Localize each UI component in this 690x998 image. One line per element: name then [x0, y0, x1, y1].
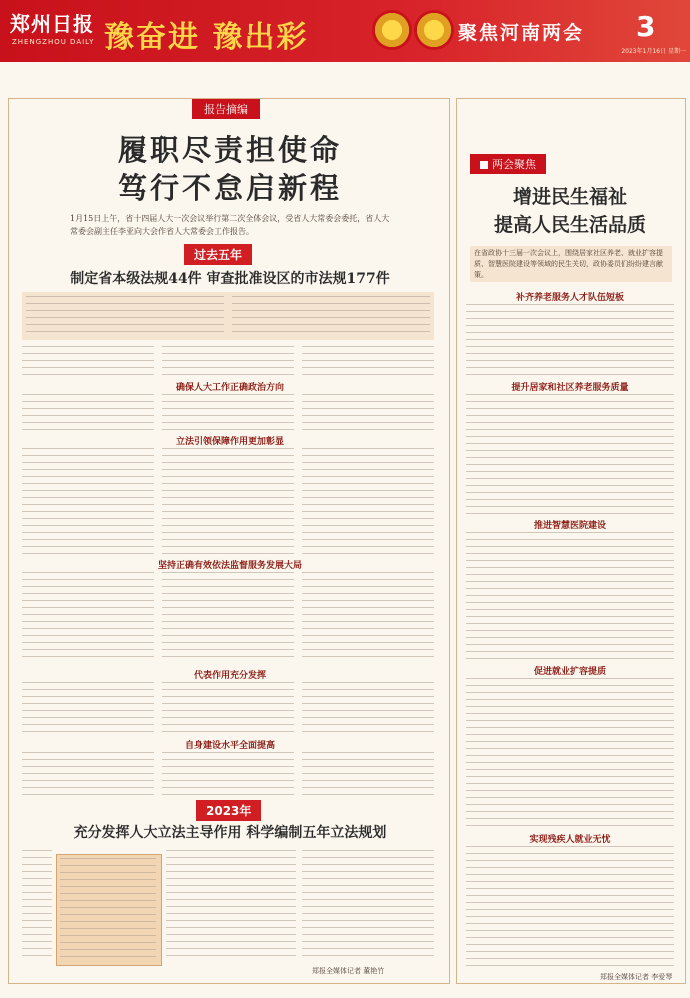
section-tag-past-five-years: 过去五年 [184, 244, 252, 265]
newspaper-logo: 郑州日报 [10, 12, 94, 36]
body-text [22, 346, 154, 376]
right-subheading-1: 补齐养老服务人才队伍短板 [515, 293, 624, 303]
lead-paragraph: 1月15日上午，省十四届人大一次会议举行第二次全体会议，受省人大常委会委托，省人大常委会副主任李亚向大会作省人大常委会工作报告。 [70, 214, 390, 236]
right-subheading-5: 实现残疾人就业无忧 [529, 835, 611, 845]
headline-line-2: 笃行不怠启新程 [117, 171, 342, 205]
highlight-text [60, 858, 156, 960]
subheading-5: 自身建设水平全面提高 [184, 741, 275, 751]
section-title-2023: 充分发挥人大立法主导作用 科学编制五年立法规划 [73, 825, 387, 841]
square-bullet-icon [480, 161, 488, 169]
body-text [302, 394, 434, 434]
summary-text [26, 296, 224, 338]
body-text [466, 678, 674, 828]
section-title-past-five-years: 制定省本级法规44件 审查批准设区的市法规177件 [70, 271, 390, 287]
subheading-3: 坚持正确有效依法监督服务发展大局 [157, 561, 302, 571]
body-text [302, 448, 434, 556]
masthead-slogan: 豫奋进 豫出彩 [104, 20, 309, 55]
subheading-1: 确保人大工作正确政治方向 [175, 383, 284, 393]
body-text [22, 572, 154, 662]
body-text [302, 572, 434, 662]
right-subheading-4: 促进就业扩容提质 [533, 667, 606, 677]
byline: 郑报全媒体记者 董艳竹 [312, 967, 385, 975]
body-text [302, 682, 434, 734]
body-text [162, 394, 294, 434]
subheading-4: 代表作用充分发挥 [193, 671, 266, 681]
masthead [0, 0, 690, 62]
body-text [162, 448, 294, 556]
body-text [22, 448, 154, 556]
focus-tag-label: 两会聚焦 [492, 158, 536, 171]
body-text [466, 846, 674, 968]
body-text [302, 346, 434, 376]
body-text [22, 394, 154, 434]
emblem-icon [414, 10, 454, 50]
body-text [466, 304, 674, 378]
right-byline: 郑报全媒体记者 李爱琴 [600, 973, 673, 981]
body-text [22, 850, 52, 960]
right-summary-text: 在省政协十三届一次会议上，围绕居家社区养老、就业扩容提质、智慧医院建设等领域的民生关切，政协委员们纷纷建言献策。 [474, 249, 663, 279]
body-text [22, 752, 154, 798]
right-subheading-2: 提升居家和社区养老服务质量 [511, 383, 629, 393]
body-text [162, 572, 294, 662]
body-text [466, 532, 674, 660]
page-number: 3 [636, 10, 656, 43]
right-subheading-3: 推进智慧医院建设 [533, 521, 606, 531]
report-tag: 报告摘编 [192, 99, 260, 119]
body-text [162, 752, 294, 798]
newspaper-logo-subtitle: ZHENGZHOU DAILY [12, 38, 95, 46]
body-text [162, 682, 294, 734]
body-text [302, 850, 434, 960]
right-headline-line-2: 提高人民生活品质 [493, 214, 646, 236]
body-text [166, 850, 296, 960]
right-headline-line-1: 增进民生福祉 [512, 186, 627, 208]
body-text [22, 682, 154, 734]
dateline: 2023年1月16日 星期一 [621, 48, 686, 55]
emblem-icon [372, 10, 412, 50]
focus-tag [470, 154, 546, 174]
section-tag-2023: 2023年 [196, 800, 261, 821]
headline-line-1: 履职尽责担使命 [117, 133, 342, 167]
subheading-2: 立法引领保障作用更加彰显 [175, 437, 284, 447]
body-text [302, 752, 434, 798]
section-focus-title: 聚焦河南两会 [458, 22, 585, 44]
summary-text [232, 296, 430, 338]
body-text [466, 394, 674, 516]
body-text [162, 346, 294, 376]
